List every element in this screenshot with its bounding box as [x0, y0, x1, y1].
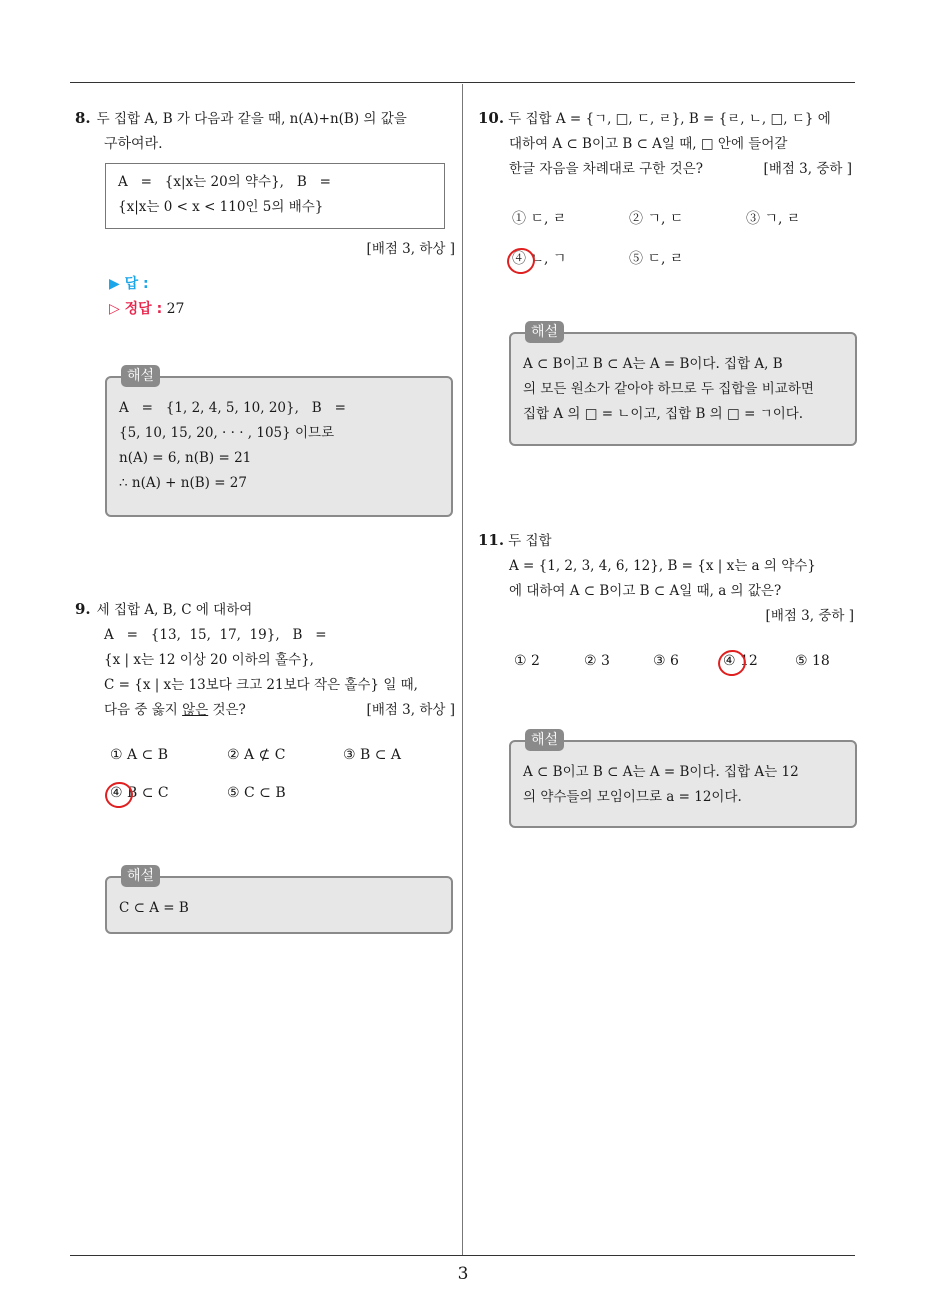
question-9 — [75, 597, 455, 806]
answer-label: ▶ 답 : — [109, 276, 149, 292]
question-text: 세 집합 A, B, C 에 대하여 — [96, 602, 253, 618]
choice-3[interactable]: ③ B ⊂ A — [343, 747, 402, 763]
solution-line: A ⊂ B이고 B ⊂ A는 A = B이다. 집합 A는 12 — [523, 764, 799, 780]
choice-2[interactable]: ② 3 — [584, 653, 610, 669]
solution-line: 의 모든 원소가 같아야 하므로 두 집합을 비교하면 — [523, 381, 814, 397]
correct-answer-row — [109, 297, 455, 322]
question-text: C = {x | x는 13보다 크고 21보다 작은 홀수} 일 때, — [104, 677, 418, 693]
choice-5[interactable]: ⑤ 18 — [795, 653, 830, 669]
bottom-rule — [70, 1255, 855, 1256]
question-text: {x | x는 12 이상 20 이하의 홀수}, — [104, 652, 314, 668]
score-label: [배점 3, 하상 ] — [366, 241, 455, 257]
solution-line: A ⊂ B이고 B ⊂ A는 A = B이다. 집합 A, B — [523, 356, 783, 372]
solution-tab: 해설 — [121, 865, 160, 887]
choice-2[interactable]: ② A ⊄ C — [227, 747, 286, 763]
solution-box-9 — [105, 868, 453, 934]
solution-line: n(A) = 6, n(B) = 21 — [119, 450, 252, 466]
top-rule — [70, 82, 855, 83]
condition-box — [105, 163, 445, 229]
question-text: 두 집합 — [508, 533, 552, 549]
choices-row-2 — [478, 247, 858, 272]
solution-line: 집합 A 의 □ = ㄴ이고, 집합 B 의 □ = ㄱ이다. — [523, 406, 804, 422]
solution-line: C ⊂ A = B — [119, 900, 189, 916]
question-text: A = {13, 15, 17, 19}, B = — [104, 627, 327, 643]
question-text-underlined: 않은 — [182, 702, 209, 718]
choice-1[interactable]: ① A ⊂ B — [110, 747, 169, 763]
choices-row-1 — [75, 743, 455, 768]
choices-row-2 — [75, 781, 455, 806]
question-text: 대하여 A ⊂ B이고 B ⊂ A일 때, □ 안에 들어갈 — [509, 136, 788, 152]
question-text: 두 집합 A, B 가 다음과 같을 때, n(A)+n(B) 의 값을 — [96, 111, 407, 127]
score-label: [배점 3, 하상 ] — [366, 702, 455, 718]
question-text-row — [478, 157, 858, 182]
answer-row — [109, 272, 455, 297]
solution-box-8 — [105, 368, 453, 517]
choice-1[interactable]: ① 2 — [514, 653, 540, 669]
choice-3[interactable]: ③ ㄱ, ㄹ — [746, 211, 801, 227]
question-number: 9. — [75, 600, 91, 618]
solution-tab: 해설 — [525, 321, 564, 343]
choice-4-selected[interactable]: ④ 12 — [723, 649, 795, 674]
question-text: 다음 중 옳지 — [104, 702, 183, 718]
question-text: 것은? — [208, 702, 246, 718]
solution-line: {5, 10, 15, 20, · · · , 105} 이므로 — [119, 425, 335, 441]
correct-label: ▷ 정답 : — [109, 301, 163, 317]
column-divider — [462, 84, 463, 1256]
page-number: 3 — [457, 1264, 469, 1284]
solution-tab: 해설 — [121, 365, 160, 387]
solution-tab: 해설 — [525, 729, 564, 751]
question-text: A = {1, 2, 3, 4, 6, 12}, B = {x | x는 a 의 약수} — [509, 558, 816, 574]
question-text: 에 대하여 A ⊂ B이고 B ⊂ A일 때, a 의 값은? — [509, 583, 782, 599]
solution-line: 의 약수들의 모임이므로 a = 12이다. — [523, 789, 742, 805]
choices-row — [478, 649, 858, 674]
question-text-row — [75, 698, 455, 723]
solution-box-11 — [509, 732, 857, 828]
choice-2[interactable]: ② ㄱ, ㄷ — [629, 211, 684, 227]
correct-value: 27 — [166, 301, 185, 317]
choices-row-1 — [478, 207, 858, 232]
question-number: 11. — [478, 531, 505, 549]
question-text: 한글 자음을 차례대로 구한 것은? — [509, 161, 703, 177]
question-number: 10. — [478, 109, 505, 127]
score-label: [배점 3, 중하 ] — [765, 608, 854, 624]
question-8 — [75, 106, 455, 322]
choice-4-selected[interactable]: ④ B ⊂ C — [110, 781, 227, 806]
solution-line: A = {1, 2, 4, 5, 10, 20}, B = — [119, 400, 346, 416]
solution-box-10 — [509, 324, 857, 446]
question-text: 두 집합 A = {ㄱ, □, ㄷ, ㄹ}, B = {ㄹ, ㄴ, □, ㄷ} 에 — [508, 111, 831, 127]
choice-4-selected[interactable]: ④ ㄴ, ㄱ — [512, 247, 629, 272]
choice-5[interactable]: ⑤ C ⊂ B — [227, 785, 286, 801]
box-line: A = {x|x는 20의 약수}, B = — [118, 174, 331, 190]
question-10 — [478, 106, 858, 272]
choice-5[interactable]: ⑤ ㄷ, ㄹ — [629, 251, 684, 267]
solution-line: ∴ n(A) + n(B) = 27 — [119, 475, 247, 491]
question-11 — [478, 528, 858, 674]
choice-1[interactable]: ① ㄷ, ㄹ — [512, 211, 567, 227]
question-number: 8. — [75, 109, 91, 127]
choice-3[interactable]: ③ 6 — [653, 653, 679, 669]
score-label: [배점 3, 중하 ] — [763, 161, 852, 177]
box-line: {x|x는 0 < x < 110인 5의 배수} — [118, 199, 324, 215]
question-text: 구하여라. — [104, 136, 163, 152]
